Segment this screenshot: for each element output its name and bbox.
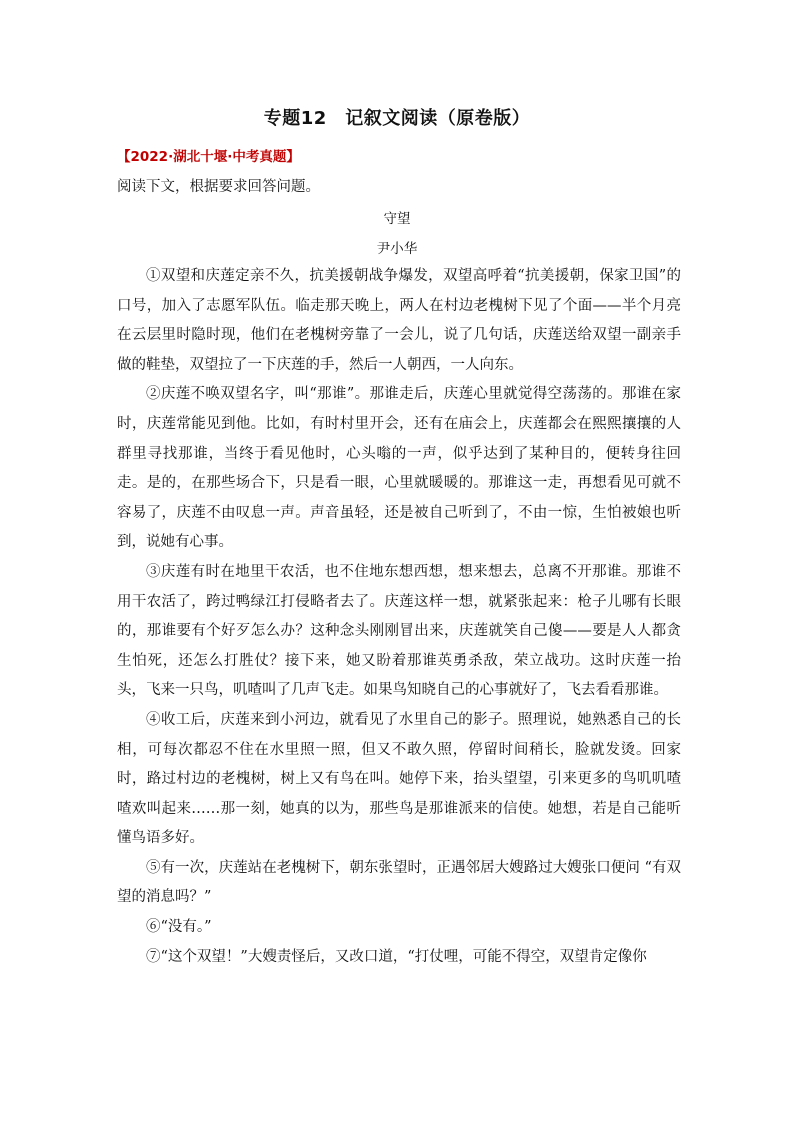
article-body	[117, 262, 681, 972]
reading-instruction: 阅读下文，根据要求回答问题。	[117, 179, 320, 195]
paragraph-4: ④收工后，庆莲来到小河边，就看见了水里自己的影子。照理说，她熟悉自己的长相，可每次都忍不住在水里照一照，但又不敢久照，停留时间稍长，脸就发烫。回家时，路过村边的老槐树，树上又有鸟在叫。她停下来，抬头望望，引来更多的鸟叽叽喳喳欢叫起来……那一刻，她真的以为，那些鸟是那谁派来的信使。她想，若是自己能听懂鸟语多好。	[117, 711, 681, 847]
paragraph-5: ⑤有一次，庆莲站在老槐树下，朝东张望时，正遇邻居大嫂路过大嫂张口便问 “有双望的消息吗？”	[117, 859, 681, 906]
paragraph-1: ①双望和庆莲定亲不久，抗美援朝战争爆发，双望高呼着“抗美援朝，保家卫国”的口号，加入了志愿军队伍。临走那天晚上，两人在村边老槐树下见了个面——半个月亮在云层里时隐时现，他们在老槐树旁靠了一会儿，说了几句话，庆莲送给双望一副亲手做的鞋垫，双望拉了一下庆莲的手，然后一人朝西，一人向东。	[117, 268, 681, 373]
paragraph-6: ⑥“没有。”	[146, 919, 212, 936]
exam-source-label: 【2022·湖北十堰·中考真题】	[117, 149, 300, 165]
article-author: 尹小华	[376, 241, 418, 257]
article-title: 守望	[383, 211, 411, 227]
paragraph-2: ②庆莲不唤双望名字，叫“那谁”。那谁走后，庆莲心里就觉得空荡荡的。那谁在家时，庆莲常能见到他。比如，有时村里开会，还有在庙会上，庆莲都会在熙熙攘攘的人群里寻找那谁，当终于看见他时，心头嗡的一声，似乎达到了某种目的，便转身往回走。是的，在那些场合下，只是看一眼，心里就暖暖的。那谁这一走，再想看见可就不容易了，庆莲不由叹息一声。声音虽轻，还是被自己听到了，不由一惊，生怕被娘也听到，说她有心事。	[117, 386, 681, 551]
paragraph-7: ⑦“这个双望！”大嫂责怪后，又改口道，“打仗哩，可能不得空，双望肯定像你	[146, 948, 647, 965]
page-title: 专题12 记叙文阅读（原卷版）	[263, 108, 531, 129]
paragraph-3: ③庆莲有时在地里干农活，也不住地东想西想，想来想去，总离不开那谁。那谁不用干农活了，跨过鸭绿江打侵略者去了。庆莲这样一想，就紧张起来：枪子儿哪有长眼的，那谁要有个好歹怎么办？这种念头刚刚冒出来，庆莲就笑自己傻——要是人人都贪生怕死，还怎么打胜仗？接下来，她又盼着那谁英勇杀敌，荣立战功。这时庆莲一抬头，飞来一只鸟，叽喳叫了几声飞走。如果鸟知晓自己的心事就好了，飞去看看那谁。	[117, 563, 681, 699]
